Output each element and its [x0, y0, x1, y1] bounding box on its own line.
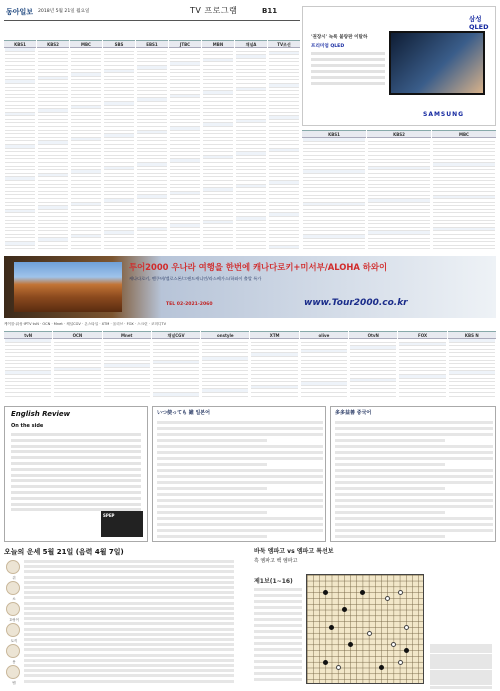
fortune-title: 오늘의 운세 5월 21일 (음력 4월 7일): [4, 548, 124, 556]
newspaper-logo: 동아일보: [6, 8, 34, 16]
text-line: [157, 457, 323, 460]
channel-name: FOX: [398, 332, 446, 339]
tv-image: [389, 31, 485, 95]
tv-schedule-grid: [4, 40, 300, 252]
fortune-line: [24, 586, 234, 589]
channel-column: [152, 331, 200, 398]
zodiac-label: 토끼: [10, 639, 18, 643]
commentary-line: [254, 624, 302, 627]
right-schedule-grid: [302, 130, 496, 252]
text-line: [335, 487, 445, 490]
cable-schedule-grid: [4, 331, 496, 398]
text-line: [335, 511, 445, 514]
zodiac-icon: [6, 623, 20, 637]
commentary-line: [254, 618, 302, 621]
fortune-line: [24, 565, 234, 568]
commentary-line: [254, 678, 302, 681]
text-line: [335, 445, 493, 448]
fortune-line: [24, 664, 234, 667]
canyon-photo: [14, 262, 122, 312]
black-stone: [323, 660, 328, 665]
fortune-line: [24, 654, 234, 657]
commentary-line: [430, 686, 492, 689]
program-line: [303, 246, 365, 250]
commentary-line: [254, 666, 302, 669]
text-line: [157, 487, 267, 490]
channel-info-line: [4, 23, 300, 39]
white-stone: [367, 631, 372, 636]
text-line: [335, 457, 493, 460]
english-body: [11, 433, 141, 514]
channel-column: [250, 331, 298, 398]
text-line: [157, 439, 267, 442]
channel-name: SBS: [103, 41, 135, 48]
text-line: [335, 463, 445, 466]
commentary-line: [254, 594, 302, 597]
text-line: [335, 529, 493, 532]
issue-date: 2018년 5월 21일 월요일: [38, 9, 90, 14]
ad-panel: [311, 35, 385, 105]
program-line: [104, 393, 150, 397]
channel-column: [349, 331, 397, 398]
program-line: [71, 246, 101, 250]
text-line: [157, 433, 323, 436]
text-line: [157, 499, 323, 502]
fortune-line: [24, 659, 234, 662]
channel-name: KBS2: [37, 41, 69, 48]
text-line: [157, 463, 267, 466]
fortune-line: [24, 596, 234, 599]
channel-column: [448, 331, 496, 398]
white-stone: [385, 596, 390, 601]
text-line: [157, 517, 323, 520]
ad-headline: 프리미엄 QLED: [311, 43, 345, 49]
white-stone: [404, 625, 409, 630]
tour-phone: TEL 02-2021-2060: [166, 302, 213, 307]
commentary-line: [254, 654, 302, 657]
tour-headline: 투어2000 우나라 여행을 한번에 캐나다로키+미서부/ALOHA 하와이: [129, 262, 388, 272]
zodiac-icon: [6, 581, 20, 595]
text-line: [157, 421, 323, 424]
black-stone: [323, 590, 328, 595]
channel-column: [136, 40, 168, 252]
cable-header: 케이블·위성·IPTV tvN · OCN · Mnet · 채널CGV · 온스타일 · XTM · 올리브 · FOX · 스크린 · 코미디TV: [4, 322, 167, 326]
program-line: [54, 393, 100, 397]
daily-fortune: [4, 548, 236, 688]
english-title: English Review: [11, 410, 71, 418]
program-line: [399, 393, 445, 397]
page-number: B11: [262, 7, 278, 15]
white-stone: [391, 642, 396, 647]
ad-brand: 삼성 QLED: [469, 15, 489, 32]
program-line: [170, 246, 200, 250]
channel-column: [201, 331, 249, 398]
text-line: [157, 535, 267, 538]
channel-name: MBN: [202, 41, 234, 48]
program-line: [433, 246, 495, 250]
channel-column: [398, 331, 446, 398]
program-line: [137, 246, 167, 250]
white-stone: [336, 665, 341, 670]
program-line: [5, 246, 35, 250]
zodiac-icon: [6, 665, 20, 679]
white-stone: [398, 590, 403, 595]
text-line: [335, 493, 493, 496]
chinese-lesson-box: [330, 406, 496, 542]
black-stone: [348, 642, 353, 647]
channel-column: [302, 130, 366, 252]
english-review-box: [4, 406, 148, 542]
commentary-line: [254, 630, 302, 633]
fortune-line: [24, 576, 234, 579]
channel-name: KBS2: [367, 131, 431, 138]
header-rule: [4, 20, 300, 21]
program-line: [236, 246, 266, 250]
channel-column: [300, 331, 348, 398]
black-stone: [379, 665, 384, 670]
channel-name: 채널CGV: [152, 332, 200, 339]
tour-url: www.Tour2000.co.kr: [304, 298, 408, 308]
text-line: [157, 469, 323, 472]
fortune-line: [24, 648, 234, 651]
text-line: [157, 511, 267, 514]
text-line: [157, 505, 323, 508]
channel-name: olive: [300, 332, 348, 339]
channel-column: [202, 40, 234, 252]
program-line: [38, 246, 68, 250]
program-line: [153, 393, 199, 397]
channel-name: TV조선: [268, 41, 300, 48]
channel-column: [53, 331, 101, 398]
channel-column: [4, 40, 36, 252]
channel-column: [432, 130, 496, 252]
samsung-ad: [302, 6, 496, 126]
fortune-line: [24, 633, 234, 636]
black-stone: [360, 590, 365, 595]
channel-name: MBC: [70, 41, 102, 48]
commentary-line: [254, 606, 302, 609]
text-line: [157, 475, 323, 478]
channel-column: [268, 40, 300, 252]
fortune-line: [24, 680, 234, 683]
fortune-line: [24, 622, 234, 625]
commentary-line: [254, 588, 302, 591]
channel-name: MBC: [432, 131, 496, 138]
text-line: [335, 481, 493, 484]
channel-column: [235, 40, 267, 252]
fortune-line: [24, 628, 234, 631]
channel-column: [103, 331, 151, 398]
program-line: [104, 246, 134, 250]
text-line: [335, 523, 493, 526]
channel-name: KBS1: [302, 131, 366, 138]
fortune-line: [24, 602, 234, 605]
channel-name: KBS N: [448, 332, 496, 339]
fortune-line: [24, 607, 234, 610]
text-line: [157, 493, 323, 496]
program-line: [350, 393, 396, 397]
text-line: [157, 529, 323, 532]
chinese-title: 多多益善 중국어: [335, 410, 372, 416]
baduk-players: 흑 엠파고 백 엠파고: [254, 558, 298, 564]
spep-badge: SPEP: [101, 511, 143, 537]
text-line: [157, 481, 323, 484]
black-stone: [404, 648, 409, 653]
program-line: [203, 246, 233, 250]
fortune-line: [24, 617, 234, 620]
commentary-line: [254, 600, 302, 603]
channel-column: [70, 40, 102, 252]
zodiac-icon: [6, 602, 20, 616]
fortune-line: [24, 643, 234, 646]
fortune-line: [24, 581, 234, 584]
text-line: [335, 535, 445, 538]
channel-column: [103, 40, 135, 252]
zodiac-label: 용: [12, 660, 16, 664]
fortune-line: [24, 674, 234, 677]
fortune-line: [24, 591, 234, 594]
commentary-line: [254, 648, 302, 651]
commentary-line: [254, 660, 302, 663]
white-stone: [398, 660, 403, 665]
baduk-title: 바둑 엠파고 vs 엠파고 특선보: [254, 548, 334, 555]
text-line: [335, 505, 493, 508]
zodiac-label: 호랑이: [9, 618, 19, 622]
commentary-line: [254, 612, 302, 615]
japanese-title: いつ使っても 雑 일본어: [157, 410, 210, 416]
channel-name: OtvN: [349, 332, 397, 339]
baduk-column: [240, 548, 496, 688]
commentary-line: [254, 672, 302, 675]
channel-name: EBS1: [136, 41, 168, 48]
text-line: [335, 421, 493, 424]
channel-name: XTM: [250, 332, 298, 339]
zodiac-icon: [6, 560, 20, 574]
fortune-line: [24, 612, 234, 615]
text-line: [157, 427, 323, 430]
ad-maker: SAMSUNG: [423, 111, 465, 118]
text-line: [335, 469, 493, 472]
fortune-line: [24, 669, 234, 672]
channel-name: 채널A: [235, 41, 267, 48]
channel-column: [37, 40, 69, 252]
program-line: [301, 393, 347, 397]
program-line: [449, 393, 495, 397]
japanese-lesson-box: [152, 406, 326, 542]
black-stone: [342, 607, 347, 612]
commentary-line: [254, 636, 302, 639]
text-line: [335, 475, 493, 478]
channel-name: onstyle: [201, 332, 249, 339]
program-line: [269, 246, 299, 250]
fortune-line: [24, 560, 234, 563]
channel-column: [367, 130, 431, 252]
channel-name: OCN: [53, 332, 101, 339]
program-line: [202, 393, 248, 397]
channel-name: Mnet: [103, 332, 151, 339]
channel-column: [4, 331, 52, 398]
zodiac-label: 뱀: [12, 681, 16, 685]
text-line: [335, 433, 493, 436]
program-line: [5, 393, 51, 397]
fortune-line: [24, 570, 234, 573]
channel-name: JTBC: [169, 41, 201, 48]
english-subtitle: On the side: [11, 423, 44, 429]
text-line: [335, 517, 493, 520]
zodiac-label: 소: [12, 597, 16, 601]
text-line: [335, 499, 493, 502]
channel-name: tvN: [4, 332, 52, 339]
channel-name: KBS1: [4, 41, 36, 48]
section-title: TV 프로그램: [190, 6, 238, 15]
tour-ad-banner: [4, 256, 496, 318]
ad-badge: '권장시' 녹록 불량판 이탈하: [311, 35, 368, 40]
text-line: [157, 523, 323, 526]
fortune-line: [24, 638, 234, 641]
text-line: [335, 427, 493, 430]
text-line: [157, 451, 323, 454]
text-line: [157, 445, 323, 448]
black-stone: [329, 625, 334, 630]
baduk-heading: 제1보(1~16): [254, 578, 293, 585]
commentary-line: [254, 642, 302, 645]
program-line: [368, 246, 430, 250]
zodiac-label: 쥐: [12, 576, 16, 580]
channel-column: [169, 40, 201, 252]
text-line: [335, 451, 493, 454]
program-line: [251, 393, 297, 397]
tour-info: 캐나다로키, 밴쿠버/옐로스톤/그랜드캐니언/라스베가스/하와이 출발 특가: [129, 276, 262, 281]
go-board: [306, 574, 424, 684]
text-line: [335, 439, 445, 442]
zodiac-icon: [6, 644, 20, 658]
